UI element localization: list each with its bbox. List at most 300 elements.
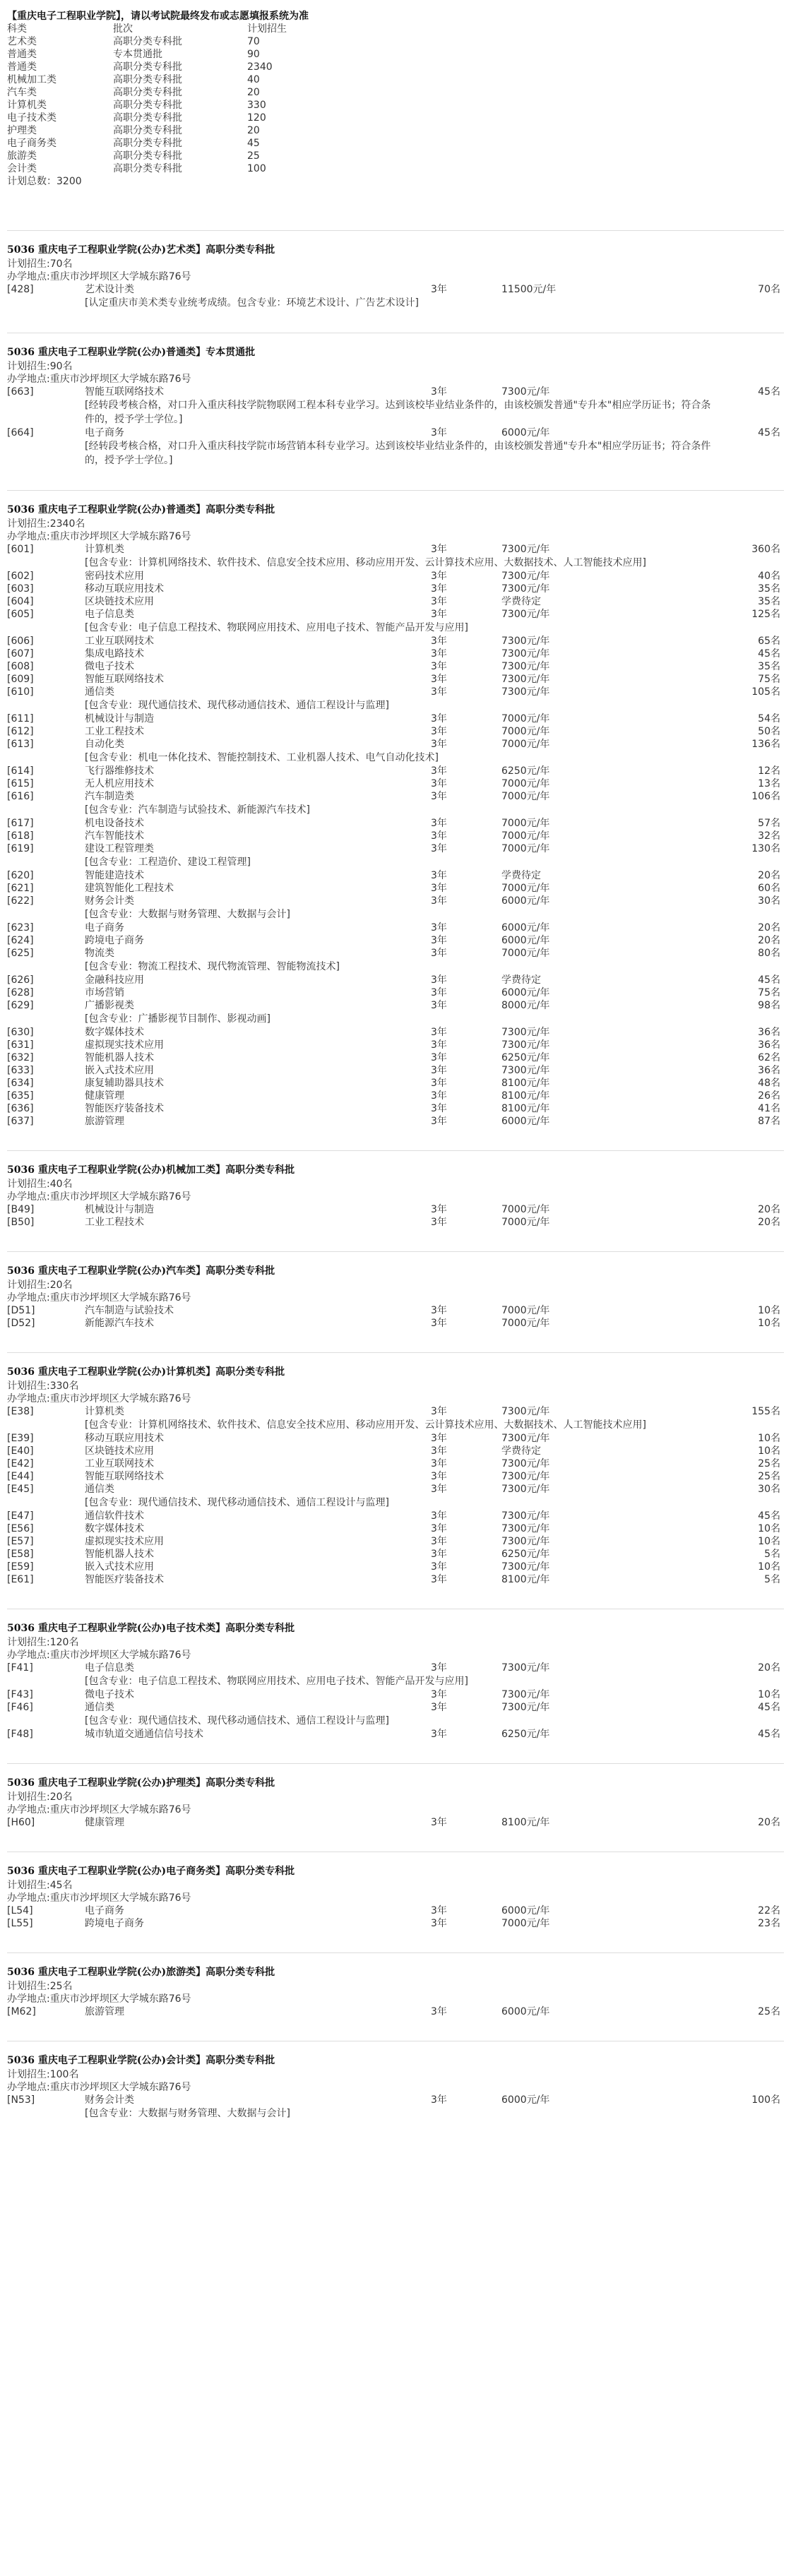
summary-plan: 100 [247, 163, 266, 174]
major-years: 3年 [431, 686, 447, 698]
major-years: 3年 [431, 935, 447, 946]
major-fee: 7000元/年 [501, 739, 550, 750]
major-row [7, 2094, 784, 2106]
major-count: 35名 [758, 596, 780, 607]
major-code: [604] [7, 596, 34, 607]
major-row [7, 673, 784, 686]
block-info: 计划招生:90名 [7, 361, 73, 372]
major-note: [包含专业：工程造价、建设工程管理] [85, 857, 251, 868]
major-note: [包含专业：计算机网络技术、软件技术、信息安全技术应用、移动应用开发、云计算技术应用、大数据技术、人工智能技术应用] [85, 557, 646, 568]
major-row [7, 1216, 784, 1229]
block-title: 5036 重庆电子工程职业学院(公办)旅游类】高职分类专科批 [7, 1967, 275, 1978]
summary-row [7, 61, 784, 73]
major-row [7, 1432, 784, 1445]
summary-plan: 70 [247, 36, 260, 47]
block-info: 计划招生:45名 [7, 1880, 73, 1891]
major-count: 20名 [758, 1204, 780, 1215]
major-count: 62名 [758, 1052, 780, 1063]
major-count: 45名 [758, 648, 780, 660]
major-name: 工业互联网技术 [85, 1458, 154, 1469]
block-info: 计划招生:2340名 [7, 518, 85, 530]
major-name: 电子商务 [85, 922, 124, 934]
major-code: [B50] [7, 1217, 35, 1228]
summary-plan: 25 [247, 150, 260, 162]
major-name: 电子商务 [85, 427, 124, 439]
major-code: [620] [7, 870, 34, 881]
major-code: [609] [7, 674, 34, 685]
major-code: [625] [7, 948, 34, 959]
major-code: [428] [7, 284, 34, 295]
summary-plan: 20 [247, 125, 260, 136]
summary-batch: 高职分类专科批 [113, 74, 182, 85]
major-fee: 学费待定 [501, 974, 541, 986]
block-gap [7, 317, 784, 333]
major-note: [包含专业：物流工程技术、现代物流管理、智能物流技术] [85, 961, 340, 972]
major-name: 自动化类 [85, 739, 124, 750]
major-row [7, 1522, 784, 1535]
major-code: [664] [7, 427, 34, 439]
major-name: 市场营销 [85, 987, 124, 998]
major-code: [B49] [7, 1204, 35, 1215]
major-fee: 7300元/年 [501, 636, 550, 647]
block-info: 办学地点:重庆市沙坪坝区大学城东路76号 [7, 374, 191, 385]
summary-row [7, 150, 784, 162]
major-row [7, 648, 784, 660]
major-fee: 6000元/年 [501, 2094, 550, 2106]
major-row [7, 1561, 784, 1573]
summary-plan: 45 [247, 138, 260, 149]
major-years: 3年 [431, 791, 447, 802]
block-title: 5036 重庆电子工程职业学院(公办)普通类】高职分类专科批 [7, 504, 275, 515]
major-name: 广播影视类 [85, 1000, 134, 1011]
major-years: 3年 [431, 1116, 447, 1127]
major-code: [E44] [7, 1471, 34, 1482]
major-row [7, 1304, 784, 1317]
major-fee: 6000元/年 [501, 922, 550, 934]
major-row [7, 830, 784, 842]
major-row [7, 974, 784, 986]
block-info: 办学地点:重庆市沙坪坝区大学城东路76号 [7, 1892, 191, 1904]
major-fee: 学费待定 [501, 870, 541, 881]
major-row [7, 1102, 784, 1115]
major-code: [633] [7, 1065, 34, 1076]
major-count: 10名 [758, 1523, 780, 1534]
summary-row [7, 35, 784, 48]
block-gap [7, 1937, 784, 1952]
major-fee: 7000元/年 [501, 883, 550, 894]
major-name: 通信类 [85, 686, 114, 698]
summary-category: 电子技术类 [7, 112, 56, 124]
major-count: 35名 [758, 583, 780, 595]
major-code: [626] [7, 974, 34, 986]
summary-plan: 20 [247, 87, 260, 98]
summary-category: 护理类 [7, 125, 37, 136]
major-fee: 6000元/年 [501, 1905, 550, 1916]
major-name: 健康管理 [85, 1090, 124, 1102]
block-info: 办学地点:重庆市沙坪坝区大学城东路76号 [7, 1292, 191, 1304]
major-count: 41名 [758, 1103, 780, 1114]
major-row [7, 1470, 784, 1483]
major-code: [E45] [7, 1484, 34, 1495]
summary-plan: 90 [247, 49, 260, 60]
col-category: 科类 [7, 23, 27, 35]
major-code: [610] [7, 686, 34, 698]
major-count: 80名 [758, 948, 780, 959]
major-count: 125名 [751, 609, 780, 620]
major-count: 45名 [758, 1702, 780, 1713]
major-count: 20名 [758, 1817, 780, 1828]
block-info: 计划招生:25名 [7, 1981, 73, 1992]
major-fee: 7300元/年 [501, 661, 550, 672]
major-years: 3年 [431, 1536, 447, 1547]
major-fee: 7300元/年 [501, 571, 550, 582]
major-code: [L55] [7, 1918, 33, 1929]
major-code: [619] [7, 843, 34, 854]
major-fee: 7300元/年 [501, 1702, 550, 1713]
major-name: 旅游管理 [85, 2006, 124, 2017]
major-note: [经转段考核合格，对口升入重庆科技学院物联网工程本科专业学习。达到该校毕业结业条件的，由该校颁发普通"专升本"相应学历证书；符合条件的，授予学士学位。] [85, 400, 711, 425]
major-code: [F41] [7, 1662, 33, 1674]
major-fee: 7300元/年 [501, 1523, 550, 1534]
major-count: 20名 [758, 922, 780, 934]
major-years: 3年 [431, 1662, 447, 1674]
major-note: [包含专业：现代通信技术、现代移动通信技术、通信工程设计与监理] [85, 1715, 389, 1727]
major-row [7, 882, 784, 895]
major-years: 3年 [431, 544, 447, 555]
summary-batch: 高职分类专科批 [113, 125, 182, 136]
major-name: 数字媒体技术 [85, 1523, 144, 1534]
major-name: 智能机器人技术 [85, 1052, 154, 1063]
major-years: 3年 [431, 974, 447, 986]
major-note: [包含专业：电子信息工程技术、物联网应用技术、应用电子技术、智能产品开发与应用] [85, 622, 468, 633]
major-row [7, 283, 784, 296]
major-row [7, 1051, 784, 1064]
major-count: 20名 [758, 935, 780, 946]
major-fee: 8100元/年 [501, 1103, 550, 1114]
major-row [7, 934, 784, 947]
major-years: 3年 [431, 1471, 447, 1482]
major-code: [E61] [7, 1574, 34, 1585]
major-fee: 7000元/年 [501, 818, 550, 829]
block-info: 办学地点:重庆市沙坪坝区大学城东路76号 [7, 1804, 191, 1815]
summary-batch: 专本贯通批 [113, 49, 162, 60]
major-name: 区块链技术应用 [85, 596, 154, 607]
major-row [7, 2005, 784, 2018]
major-fee: 7300元/年 [501, 1458, 550, 1469]
major-count: 36名 [758, 1065, 780, 1076]
major-name: 飞行器维修技术 [85, 765, 154, 777]
major-fee: 6000元/年 [501, 987, 550, 998]
major-fee: 8100元/年 [501, 1078, 550, 1089]
summary-batch: 高职分类专科批 [113, 150, 182, 162]
major-name: 新能源汽车技术 [85, 1318, 154, 1329]
major-note: [包含专业：电子信息工程技术、物联网应用技术、应用电子技术、智能产品开发与应用] [85, 1676, 468, 1687]
major-years: 3年 [431, 922, 447, 934]
major-count: 105名 [751, 686, 780, 698]
major-fee: 7000元/年 [501, 1217, 550, 1228]
major-fee: 7000元/年 [501, 1204, 550, 1215]
major-code: [663] [7, 386, 34, 398]
block-title: 5036 重庆电子工程职业学院(公办)电子商务类】高职分类专科批 [7, 1866, 295, 1877]
major-years: 3年 [431, 284, 447, 295]
major-row [7, 1077, 784, 1090]
major-row [7, 427, 784, 439]
major-row [7, 1483, 784, 1496]
major-count: 20名 [758, 1662, 780, 1674]
major-code: [631] [7, 1039, 34, 1051]
major-note: [包含专业：汽车制造与试验技术、新能源汽车技术] [85, 804, 310, 816]
major-name: 汽车制造类 [85, 791, 134, 802]
block-info: 办学地点:重庆市沙坪坝区大学城东路76号 [7, 1191, 191, 1203]
major-years: 3年 [431, 1078, 447, 1089]
major-row [7, 660, 784, 673]
major-years: 3年 [431, 1406, 447, 1417]
major-row [7, 1405, 784, 1418]
major-code: [E40] [7, 1445, 34, 1457]
block-info: 办学地点:重庆市沙坪坝区大学城东路76号 [7, 271, 191, 282]
major-fee: 6250元/年 [501, 1549, 550, 1560]
plan-block [7, 2041, 784, 2128]
major-count: 106名 [751, 791, 780, 802]
major-count: 130名 [751, 843, 780, 854]
major-count: 13名 [758, 778, 780, 789]
plan-block [7, 1852, 784, 1937]
major-code: [624] [7, 935, 34, 946]
major-years: 3年 [431, 1729, 447, 1740]
major-fee: 7000元/年 [501, 948, 550, 959]
major-years: 3年 [431, 1905, 447, 1916]
major-code: [N53] [7, 2094, 35, 2106]
major-years: 3年 [431, 427, 447, 439]
major-fee: 11500元/年 [501, 284, 557, 295]
major-count: 12名 [758, 765, 780, 777]
major-fee: 7000元/年 [501, 1305, 550, 1316]
major-fee: 6000元/年 [501, 2006, 550, 2017]
page-title: 【重庆电子工程职业学院】，请以考试院最终发布或志愿填报系统为准 [7, 11, 309, 22]
major-name: 无人机应用技术 [85, 778, 154, 789]
block-title: 5036 重庆电子工程职业学院(公办)普通类】专本贯通批 [7, 347, 256, 358]
major-note: [包含专业：计算机网络技术、软件技术、信息安全技术应用、移动应用开发、云计算技术应用、大数据技术、人工智能技术应用] [85, 1419, 646, 1431]
major-row [7, 765, 784, 777]
major-row [7, 1548, 784, 1561]
summary-batch: 高职分类专科批 [113, 61, 182, 73]
major-code: [F48] [7, 1729, 33, 1740]
summary-batch: 高职分类专科批 [113, 36, 182, 47]
major-row [7, 842, 784, 855]
major-years: 3年 [431, 778, 447, 789]
major-fee: 学费待定 [501, 1445, 541, 1457]
major-name: 机电设备技术 [85, 818, 144, 829]
major-name: 虚拟现实技术应用 [85, 1536, 164, 1547]
major-name: 健康管理 [85, 1817, 124, 1828]
major-row [7, 570, 784, 583]
major-fee: 7300元/年 [501, 1433, 550, 1444]
major-code: [602] [7, 571, 34, 582]
major-name: 智能互联网络技术 [85, 1471, 164, 1482]
block-title: 5036 重庆电子工程职业学院(公办)电子技术类】高职分类专科批 [7, 1623, 295, 1634]
summary-row [7, 48, 784, 61]
major-name: 计算机类 [85, 1406, 124, 1417]
major-code: [615] [7, 778, 34, 789]
col-plan: 计划招生 [247, 23, 287, 35]
major-row [7, 1701, 784, 1714]
major-row [7, 583, 784, 595]
major-count: 25名 [758, 1458, 780, 1469]
major-count: 70名 [758, 284, 780, 295]
block-title: 5036 重庆电子工程职业学院(公办)艺术类】高职分类专科批 [7, 244, 275, 256]
block-gap [7, 1593, 784, 1609]
summary-category: 普通类 [7, 61, 37, 73]
plan-block [7, 1251, 784, 1337]
major-code: [601] [7, 544, 34, 555]
major-row [7, 1457, 784, 1470]
major-code: [E57] [7, 1536, 34, 1547]
major-row [7, 790, 784, 803]
major-years: 3年 [431, 1510, 447, 1522]
block-gap [7, 1236, 784, 1251]
major-count: 48名 [758, 1078, 780, 1089]
major-name: 智能机器人技术 [85, 1549, 154, 1560]
major-row [7, 1816, 784, 1829]
major-code: [636] [7, 1103, 34, 1114]
major-code: [613] [7, 739, 34, 750]
major-name: 机械设计与制造 [85, 713, 154, 724]
major-years: 3年 [431, 674, 447, 685]
major-code: [632] [7, 1052, 34, 1063]
major-count: 45名 [758, 386, 780, 398]
block-gap [7, 1836, 784, 1852]
major-name: 建筑智能化工程技术 [85, 883, 174, 894]
summary-plan: 120 [247, 112, 266, 124]
major-years: 3年 [431, 1318, 447, 1329]
major-fee: 7300元/年 [501, 686, 550, 698]
major-row [7, 1115, 784, 1128]
major-fee: 8100元/年 [501, 1090, 550, 1102]
major-code: [F43] [7, 1689, 33, 1700]
major-name: 工业工程技术 [85, 726, 144, 737]
major-name: 跨境电子商务 [85, 935, 144, 946]
major-code: [E39] [7, 1433, 34, 1444]
major-name: 金融科技应用 [85, 974, 144, 986]
major-years: 3年 [431, 583, 447, 595]
major-row [7, 1728, 784, 1741]
major-years: 3年 [431, 648, 447, 660]
major-row [7, 712, 784, 725]
major-years: 3年 [431, 1433, 447, 1444]
summary-category: 计算机类 [7, 100, 47, 111]
major-name: 智能互联网络技术 [85, 386, 164, 398]
major-fee: 7300元/年 [501, 1039, 550, 1051]
major-code: [616] [7, 791, 34, 802]
major-code: [612] [7, 726, 34, 737]
major-count: 36名 [758, 1027, 780, 1038]
major-row [7, 1904, 784, 1917]
major-count: 10名 [758, 1305, 780, 1316]
major-name: 电子信息类 [85, 1662, 134, 1674]
major-row [7, 686, 784, 698]
major-count: 45名 [758, 1729, 780, 1740]
major-name: 数字媒体技术 [85, 1027, 144, 1038]
summary-row [7, 124, 784, 137]
major-row [7, 1203, 784, 1216]
major-fee: 7000元/年 [501, 713, 550, 724]
block-gap [7, 475, 784, 490]
major-name: 嵌入式技术应用 [85, 1065, 154, 1076]
major-count: 20名 [758, 870, 780, 881]
major-count: 75名 [758, 987, 780, 998]
major-name: 智能建造技术 [85, 870, 144, 881]
major-fee: 7300元/年 [501, 1561, 550, 1573]
major-code: [614] [7, 765, 34, 777]
major-fee: 7300元/年 [501, 1662, 550, 1674]
major-years: 3年 [431, 895, 447, 907]
major-row [7, 725, 784, 738]
major-fee: 7300元/年 [501, 1510, 550, 1522]
major-row [7, 1510, 784, 1522]
major-row [7, 1090, 784, 1102]
major-code: [622] [7, 895, 34, 907]
major-row [7, 386, 784, 398]
major-count: 10名 [758, 1433, 780, 1444]
major-code: [630] [7, 1027, 34, 1038]
major-years: 3年 [431, 1484, 447, 1495]
major-row [7, 738, 784, 751]
major-years: 3年 [431, 1217, 447, 1228]
major-fee: 8100元/年 [501, 1817, 550, 1828]
major-years: 3年 [431, 1039, 447, 1051]
major-fee: 7000元/年 [501, 778, 550, 789]
major-row [7, 895, 784, 907]
major-years: 3年 [431, 1817, 447, 1828]
major-code: [M62] [7, 2006, 36, 2017]
major-name: 通信类 [85, 1702, 114, 1713]
major-years: 3年 [431, 1561, 447, 1573]
major-years: 3年 [431, 636, 447, 647]
major-count: 5名 [764, 1549, 780, 1560]
major-row [7, 1662, 784, 1674]
major-row [7, 999, 784, 1012]
major-row [7, 1064, 784, 1077]
major-count: 22名 [758, 1905, 780, 1916]
major-name: 虚拟现实技术应用 [85, 1039, 164, 1051]
major-fee: 6000元/年 [501, 427, 550, 439]
summary-category: 汽车类 [7, 87, 37, 98]
summary-batch: 高职分类专科批 [113, 100, 182, 111]
block-info: 计划招生:120名 [7, 1637, 79, 1648]
major-code: [607] [7, 648, 34, 660]
plan-block [7, 1352, 784, 1593]
major-row [7, 1917, 784, 1930]
major-fee: 7000元/年 [501, 843, 550, 854]
major-count: 30名 [758, 1484, 780, 1495]
major-row [7, 543, 784, 556]
major-count: 25名 [758, 1471, 780, 1482]
major-count: 360名 [751, 544, 780, 555]
major-fee: 7300元/年 [501, 1471, 550, 1482]
major-count: 100名 [751, 2094, 780, 2106]
major-fee: 6000元/年 [501, 895, 550, 907]
major-count: 25名 [758, 2006, 780, 2017]
major-count: 10名 [758, 1445, 780, 1457]
plan-block [7, 333, 784, 475]
plan-blocks [7, 230, 784, 2128]
major-count: 35名 [758, 661, 780, 672]
summary-category: 旅游类 [7, 150, 37, 162]
block-title: 5036 重庆电子工程职业学院(公办)会计类】高职分类专科批 [7, 2055, 275, 2066]
summary-category: 机械加工类 [7, 74, 56, 85]
major-count: 50名 [758, 726, 780, 737]
major-years: 3年 [431, 1204, 447, 1215]
